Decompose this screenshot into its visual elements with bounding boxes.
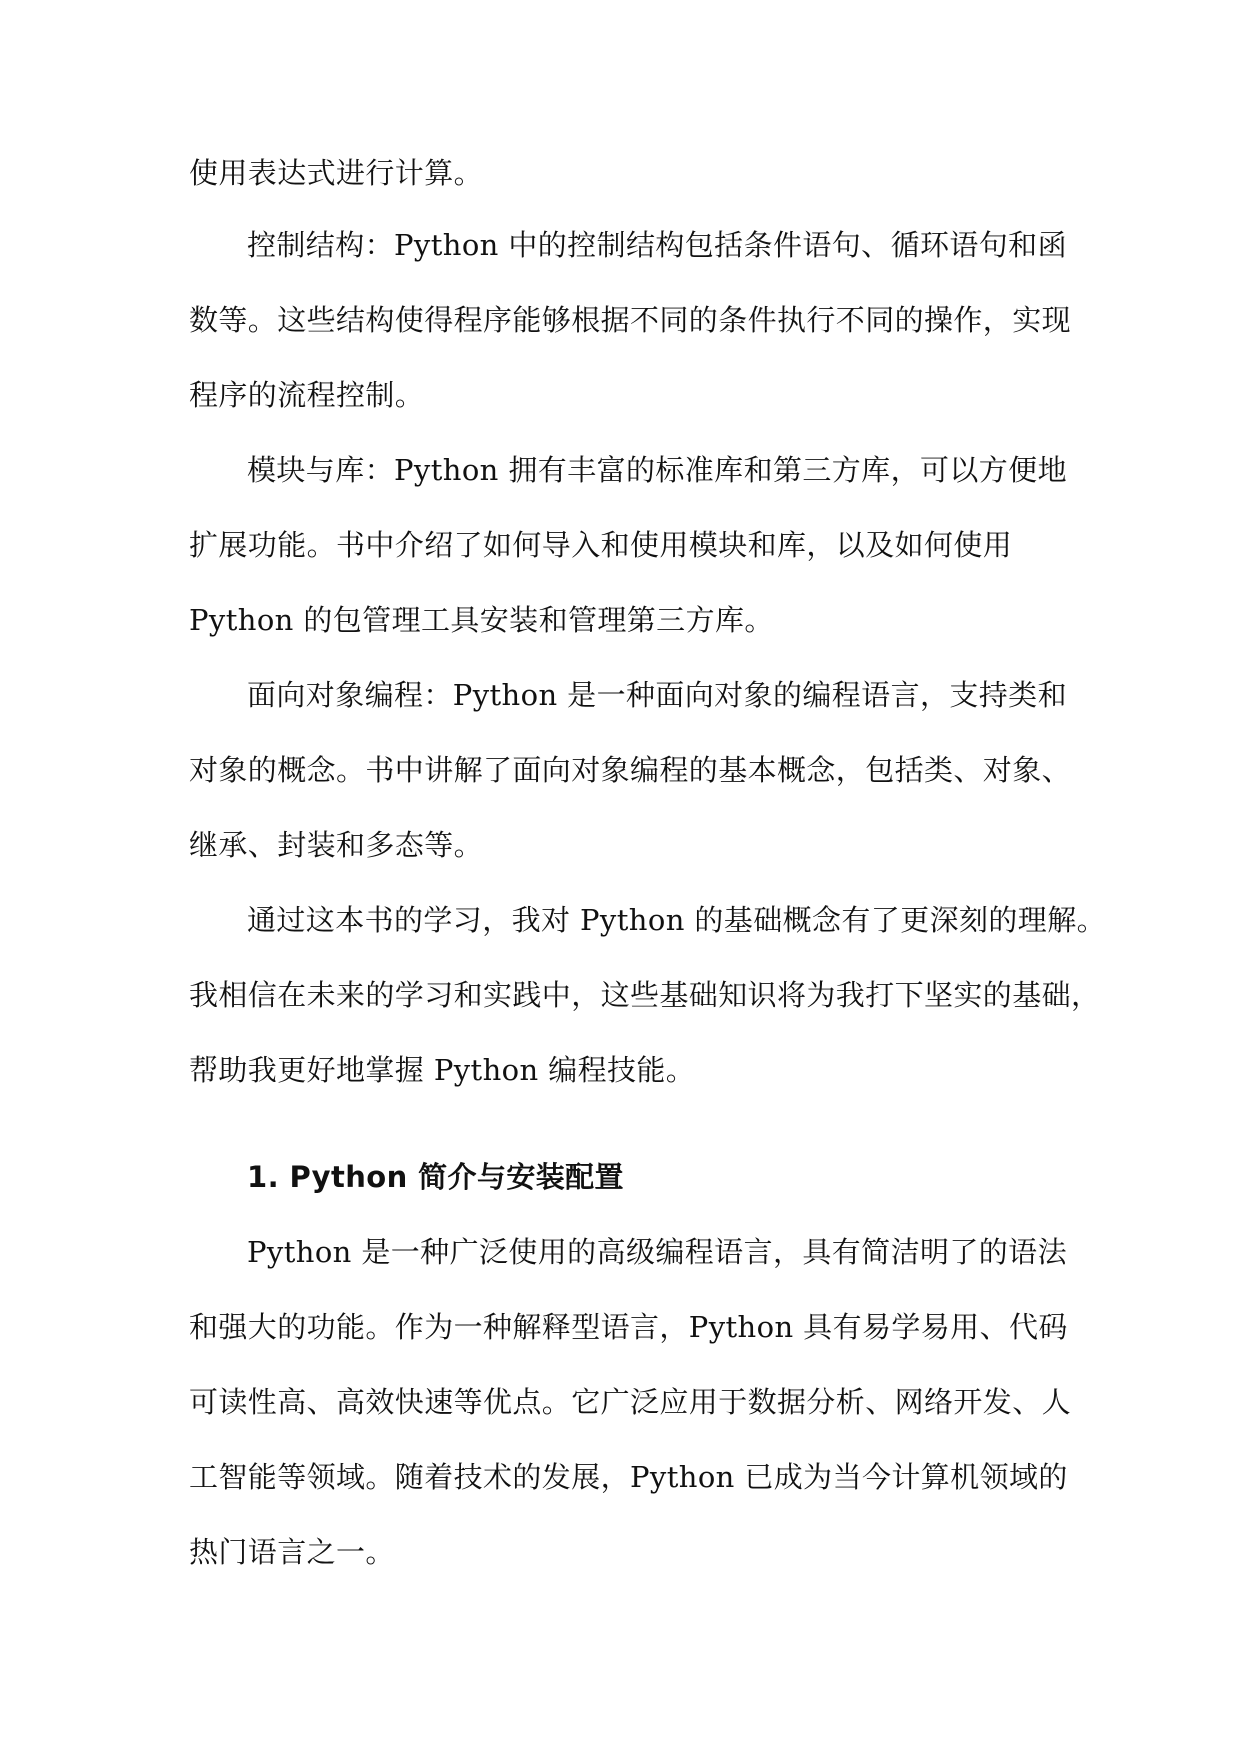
paragraph-line: 面向对象编程：Python 是一种面向对象的编程语言，支持类和 bbox=[247, 678, 1067, 712]
paragraph-line: 和强大的功能。作为一种解释型语言，Python 具有易学易用、代码 bbox=[189, 1310, 1068, 1344]
paragraph-line: 对象的概念。书中讲解了面向对象编程的基本概念，包括类、对象、 bbox=[189, 753, 1072, 787]
paragraph-line: 控制结构：Python 中的控制结构包括条件语句、循环语句和函 bbox=[247, 228, 1067, 262]
paragraph-line: 模块与库：Python 拥有丰富的标准库和第三方库，可以方便地 bbox=[247, 453, 1067, 487]
paragraph-line: 帮助我更好地掌握 Python 编程技能。 bbox=[189, 1053, 696, 1087]
paragraph-line: 使用表达式进行计算。 bbox=[189, 156, 484, 190]
paragraph-line: 工智能等领域。随着技术的发展，Python 已成为当今计算机领域的 bbox=[189, 1460, 1068, 1494]
paragraph-line: 热门语言之一。 bbox=[189, 1535, 395, 1569]
paragraph-line: 我相信在未来的学习和实践中，这些基础知识将为我打下坚实的基础， bbox=[189, 978, 1101, 1012]
paragraph-line: 数等。这些结构使得程序能够根据不同的条件执行不同的操作，实现 bbox=[189, 303, 1072, 337]
paragraph-line: 继承、封装和多态等。 bbox=[189, 828, 484, 862]
paragraph-line: 通过这本书的学习，我对 Python 的基础概念有了更深刻的理解。 bbox=[247, 903, 1107, 937]
paragraph-line: Python 是一种广泛使用的高级编程语言，具有简洁明了的语法 bbox=[247, 1235, 1067, 1269]
paragraph-line: Python 的包管理工具安装和管理第三方库。 bbox=[189, 603, 774, 637]
paragraph-line: 可读性高、高效快速等优点。它广泛应用于数据分析、网络开发、人 bbox=[189, 1385, 1072, 1419]
paragraph-line: 程序的流程控制。 bbox=[189, 378, 425, 412]
section-heading: 1. Python 简介与安装配置 bbox=[247, 1160, 624, 1194]
paragraph-line: 扩展功能。书中介绍了如何导入和使用模块和库，以及如何使用 bbox=[189, 528, 1013, 562]
